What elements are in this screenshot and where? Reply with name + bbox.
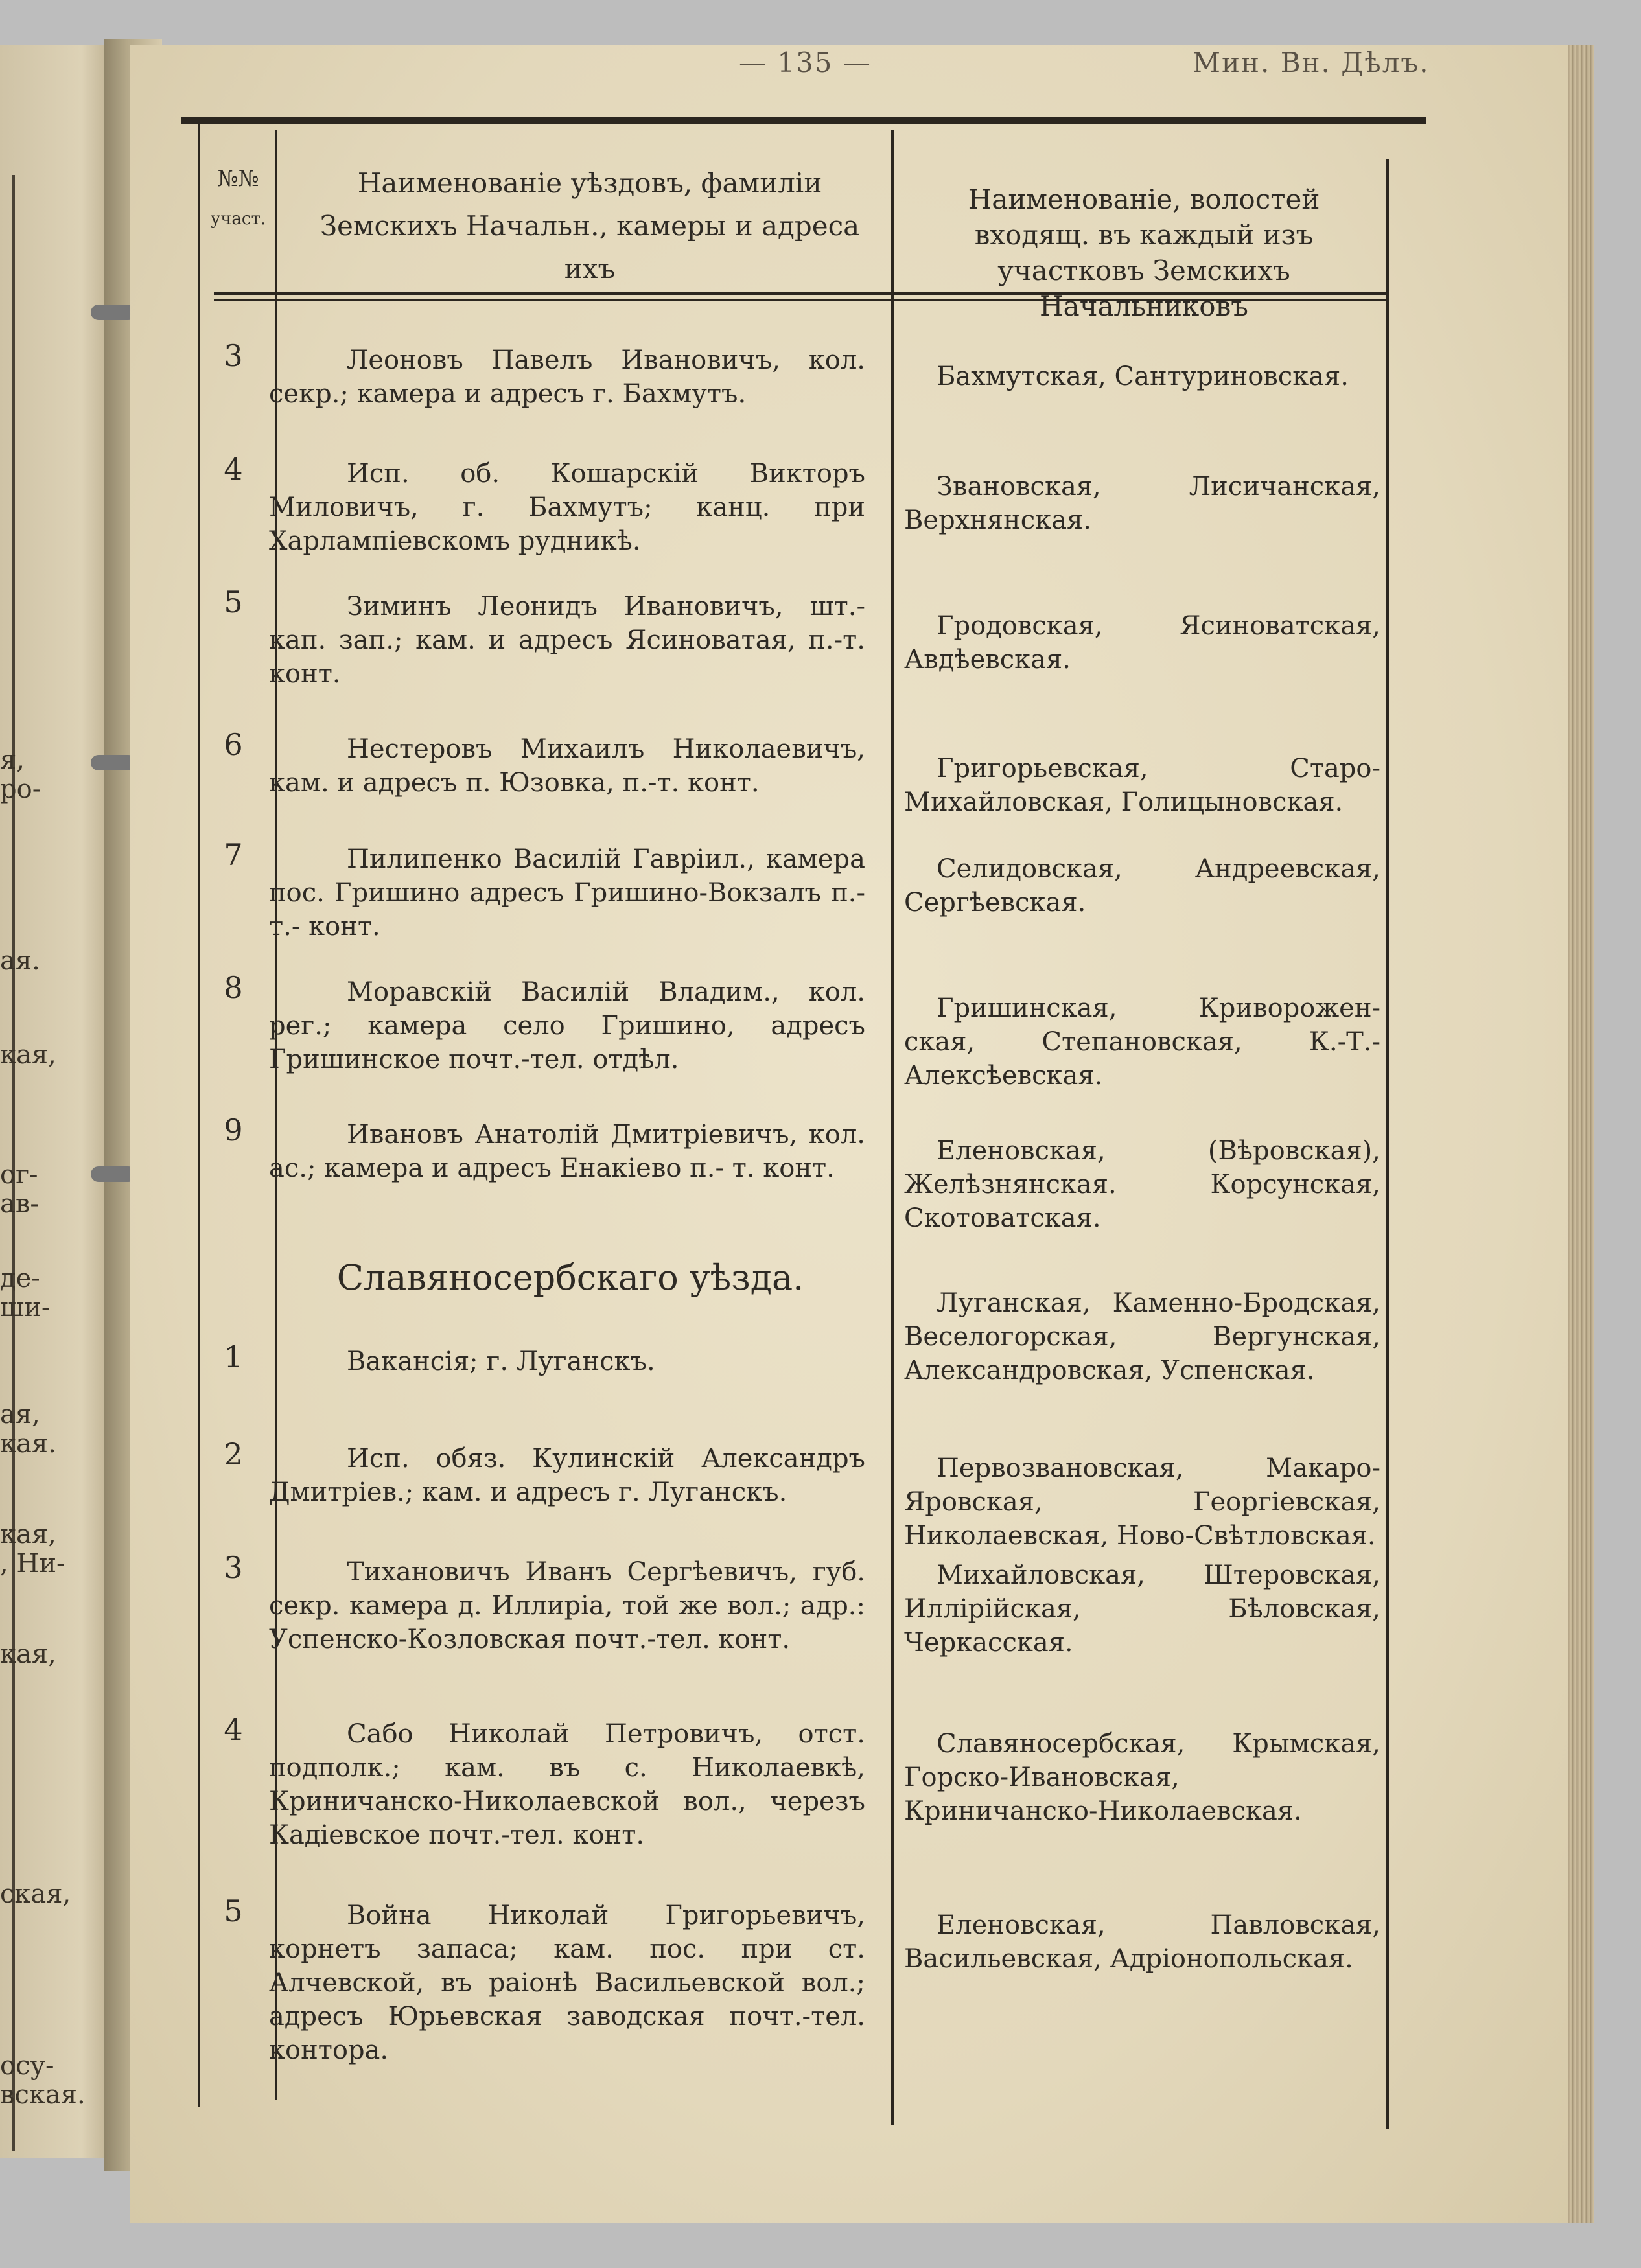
previous-page-word: , Ни-	[0, 1549, 65, 1579]
previous-page-word: ав-	[0, 1189, 39, 1219]
volosts-entry: Селидовская, Андреевская, Сергѣевская.	[904, 854, 1380, 918]
section-title: Славяносербскаго уѣзда.	[336, 1257, 804, 1298]
col-header-num-line1: №№	[217, 166, 259, 192]
previous-page-word: ая.	[0, 946, 40, 976]
previous-page-word: ая,	[0, 1400, 40, 1429]
zemstvo-chief-entry: Тихановичъ Иванъ Сергѣевичъ, губ. секр. камера д. Иллиріа, той же вол.; адр.: Успенско-Козловская почт.-тел. конт.	[269, 1557, 865, 1654]
col-rule-2	[891, 130, 894, 2125]
previous-page-word: кая,	[0, 1040, 56, 1070]
previous-page-word: осу-	[0, 2051, 54, 2081]
volosts-entry: Звановская, Лисичанская, Верхнянская.	[904, 472, 1380, 535]
zemstvo-chief-entry: Зиминъ Леонидъ Ивановичъ, шт.-кап. зап.; кам. и адресъ Ясиноватая, п.-т. конт.	[269, 592, 865, 689]
previous-page-word: ро-	[0, 774, 41, 804]
zemstvo-chief-entry: Пилипенко Василій Гавріил., камера пос. Гришино адресъ Гришино-Вокзалъ п.-т.- конт.	[269, 844, 865, 942]
zemstvo-chief-entry: Моравскій Василій Владим., кол. рег.; камера село Гришино, адресъ Гришинское почт.-тел. отдѣл.	[269, 977, 865, 1074]
previous-page-word: вская.	[0, 2080, 86, 2110]
col-header-num-line2: участ.	[210, 209, 266, 229]
row-number: 7	[224, 837, 243, 872]
zemstvo-chief-entry: Сабо Николай Петровичъ, отст. подполк.; кам. въ с. Николаевкѣ, Криничанско-Николаевской вол., черезъ Кадіевское почт.-тел. конт.	[269, 1719, 865, 1850]
previous-page-word: кая.	[0, 1429, 56, 1459]
previous-page-word: кая,	[0, 1639, 56, 1669]
row-number: 1	[224, 1339, 243, 1374]
col-header-name: Наименованіе уѣздовъ, фамиліи Земскихъ Начальн., камеры и адреса ихъ	[320, 167, 860, 284]
volosts-entry: Еленовская, (Вѣровская), Желѣзнянская. Корсунская, Скотоватская.	[904, 1136, 1380, 1233]
volosts-entry: Бахмутская, Сантуриновская.	[937, 362, 1349, 391]
previous-page-word: ская,	[0, 1879, 71, 1909]
zemstvo-chief-entry: Ивановъ Анатолій Дмитріевичъ, кол. ас.; камера и адресъ Енакіево п.- т. конт.	[269, 1120, 865, 1183]
row-number: 5	[224, 1893, 243, 1928]
zemstvo-chief-entry: Леоновъ Павелъ Ивановичъ, кол. секр.; камера и адресъ г. Бахмутъ.	[269, 345, 865, 409]
volosts-entry: Гродовская, Ясиноватская, Авдѣевская.	[904, 611, 1380, 675]
previous-page-word: кая,	[0, 1520, 56, 1549]
zemstvo-chief-entry: Исп. об. Кошарскій Викторъ Миловичъ, г. Бахмутъ; канц. при Харлампіевскомъ рудникѣ.	[269, 459, 865, 556]
row-number: 4	[224, 1712, 243, 1747]
zemstvo-chief-entry: Война Николай Григорьевичъ, корнетъ запаса; кам. пос. при ст. Алчевской, въ раіонѣ Васильевской вол.; адресъ Юрьевская заводская почт.-тел. контора.	[269, 1901, 865, 2065]
zemstvo-chief-entry: Вакансія; г. Луганскъ.	[347, 1347, 655, 1376]
right-rule	[1386, 159, 1389, 2129]
row-number: 3	[224, 338, 243, 373]
volosts-entry: Славяносербская, Крымская, Горско-Ивановская, Криничанско-Николаевская.	[904, 1729, 1380, 1826]
volosts-entry: Еленовская, Павловская, Васильевская, Адріонопольская.	[904, 1910, 1380, 1974]
previous-page-word: ши-	[0, 1293, 51, 1323]
top-thick-rule	[181, 117, 1426, 124]
volosts-entry: Первозвановская, Макаро-Яровская, Георгіевская, Николаевская, Ново-Свѣтловская.	[904, 1453, 1380, 1551]
row-number: 2	[224, 1437, 243, 1472]
zemstvo-chief-entry: Исп. обяз. Кулинскій Александръ Дмитріев.; кам. и адресъ г. Луганскъ.	[269, 1444, 865, 1507]
page-edges	[1568, 45, 1594, 2223]
previous-page-fragment	[0, 45, 117, 2158]
volosts-entry: Гришинская, Криворожен- ская, Степановская, К.-Т.-Алексѣевская.	[904, 993, 1380, 1091]
volosts-entry: Михайловская, Штеровская, Иллірійская, Бѣловская, Черкасская.	[904, 1560, 1380, 1658]
previous-page-word: я,	[0, 745, 25, 775]
left-rule	[198, 124, 200, 2107]
volosts-entry: Григорьевская, Старо-Михайловская, Голицыновская.	[904, 754, 1380, 817]
row-number: 4	[224, 452, 243, 487]
zemstvo-chief-entry: Нестеровъ Михаилъ Николаевичъ, кам. и адресъ п. Юзовка, п.-т. конт.	[269, 734, 865, 798]
row-number: 9	[224, 1113, 243, 1148]
page-number: — 135 —	[739, 47, 872, 78]
col-header-volosts: Наименованіе, волостей входящ. въ каждый изъ участковъ Земскихъ Начальниковъ	[968, 183, 1320, 322]
row-number: 6	[224, 727, 243, 762]
previous-page-word: ог-	[0, 1160, 38, 1190]
row-number: 3	[224, 1550, 243, 1585]
row-number: 5	[224, 584, 243, 619]
row-number: 8	[224, 970, 243, 1005]
col-header-num	[201, 159, 275, 239]
ministry-header: Мин. Вн. Дѣлъ.	[1193, 47, 1430, 78]
previous-page-word: де-	[0, 1264, 40, 1293]
volosts-entry: Луганская, Каменно-Бродская, Веселогорская, Вергунская, Александровская, Успенская.	[904, 1288, 1380, 1385]
